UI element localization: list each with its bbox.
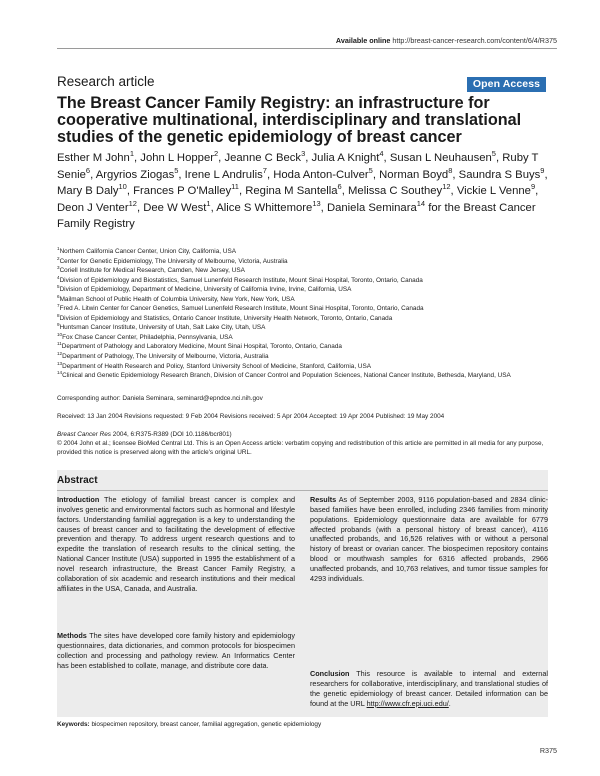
author-affiliation-number: 6 [85, 165, 91, 175]
affiliation-item [57, 304, 557, 314]
conclusion-text: This resource is available to internal and external researchers for collaborative, interdisciplinary, and translational studies of the genetic epidemiology of breast cancer. Detailed information can be found at the URL [310, 669, 548, 708]
affiliation-text: Center for Genetic Epidemiology, The University of Melbourne, Victoria, Australia [59, 257, 288, 265]
author-name: John L Hopper [140, 152, 214, 164]
article-title: The Breast Cancer Family Registry: an infrastructure for cooperative multinational, interdisciplinary and translational studies of the genetic epidemiology of breast cancer [57, 94, 522, 146]
citation-details: 2004, 6:R375-R389 (DOI 10.1186/bcr801) [111, 431, 232, 438]
abstract-rule [57, 490, 548, 491]
methods-label: Methods [57, 631, 87, 640]
author-name: Frances P O'Malley [133, 185, 232, 198]
copyright-notice: © 2004 John et al.; licensee BioMed Central Ltd. This is an Open Access article: verbatim copying and redistribution of this article are permitted in all media for any purpose, provided this notice is preserved along with the article's original URL. [57, 440, 544, 456]
author-name: Saundra S Buys [458, 168, 541, 181]
affiliation-text: Fox Chase Cancer Center, Philadelphia, Pennsylvania, USA [62, 333, 233, 341]
affiliation-number: 8 [57, 312, 60, 318]
abstract-introduction [57, 495, 295, 593]
methods-text: The sites have developed core family history and epidemiology questionnaires, data dictionaries, and common protocols for biospecimen collection and processing and pathology review. An Informatics Center has been established to collate, manage, and distribute core data. [57, 631, 295, 670]
author-affiliation-number: 7 [262, 165, 267, 175]
affiliation-number: 11 [57, 341, 62, 347]
project-url-link[interactable]: http://www.cfr.epi.uci.edu/ [366, 698, 449, 708]
author-name: Dee W West [143, 201, 207, 214]
introduction-text: The etiology of familial breast cancer is complex and involves genetic and environmental factors such as hormonal and lifestyle factors. Understanding familial aggregation is a key to understanding the causes of breast cancer and to facilitating the development of effective prevention and therapy. To address urgent research questions and to expedite the translation of research results to the clinical setting, the National Cancer Institute (USA) supported in 1995 the establishment of a novel research infrastructure, the Breast Cancer Family Registry, a collaboration of six academic and research institutions and their medical affiliates in the USA, Canada, and Australia. [57, 495, 295, 593]
keywords-label: Keywords: [57, 721, 90, 728]
affiliation-number: 9 [57, 322, 60, 328]
author-name: Norman Boyd [379, 168, 449, 181]
affiliation-number: 5 [57, 284, 60, 290]
author-list: Esther M John$^1$, John L Hopper$^2$, Jeanne C Beck$^3$, Julia A Knight$^4$, Susan L Neuhausen$^5$, Ruby T Senie$^6$, Argyrios Ziogas$^5$, Irene L Andrulis$^7$, Hoda Anton-Culver$^5$, Norman Boyd$^8$, Saundra S Buys$^9$, Mary B Daly$^{10}$, Frances P O'Malley$^{11}$, Regina M Santella$^6$, Melissa C Southey$^{12}$, Vickie L Venne$^9$, Deon J Venter$^{12}$, Dee W West$^1$, Alice S Whittemore$^{13}$, Daniela Seminara$^{14}$ for the Breast Cancer Family Registry [57, 149, 548, 231]
affiliation-item [57, 352, 557, 362]
journal-name: Breast Cancer Res [57, 431, 111, 438]
author-affiliation-number: 2 [214, 149, 219, 159]
affiliation-text: Clinical and Genetic Epidemiology Research Branch, Division of Cancer Control and Population Sciences, National Cancer Institute, Bethesda, Maryland, USA [62, 372, 511, 380]
affiliation-item [57, 285, 557, 295]
affiliation-number: 6 [57, 293, 60, 299]
affiliation-item [57, 342, 557, 352]
author-name: Regina M Santella [245, 185, 338, 198]
affiliation-number: 3 [57, 264, 60, 270]
conclusion-end: . [448, 698, 451, 708]
author-affiliation-number: 9 [530, 182, 536, 192]
citation-line [57, 430, 557, 439]
author-name: Argyrios Ziogas [95, 168, 175, 181]
page-number: R375 [539, 746, 557, 755]
affiliation-number: 12 [57, 350, 63, 356]
abstract-heading [57, 474, 548, 488]
author-affiliation-number: 6 [337, 182, 342, 192]
results-label: Results [310, 495, 337, 504]
author-name: Alice S Whittemore [216, 201, 313, 214]
author-name: Vickie L Venne [456, 185, 531, 198]
author-name: Deon J Venter [57, 201, 129, 214]
affiliation-item [57, 276, 557, 286]
available-online-label: Available online [335, 36, 391, 45]
affiliation-item [57, 257, 557, 267]
author-name: Irene L Andrulis [184, 168, 263, 181]
affiliation-text: Department of Pathology, The University of Melbourne, Victoria, Australia [62, 353, 269, 361]
affiliation-item [57, 333, 557, 343]
header-rule [57, 48, 557, 49]
author-name: Susan L Neuhausen [389, 152, 492, 164]
affiliation-item [57, 371, 557, 381]
results-text: As of September 2003, 9116 population-based and 2834 clinic-based families have been enrolled, including 2346 families from minority populations. Epidemiology questionnaire data are available for 6779 affected probands (with a personal history of breast cancer), 4116 unaffected probands, and 16,526 relatives with or without a personal history of breast or ovarian cancer. The biospecimen repository contains blood or mouthwash samples for 6316 affected probands, 2966 unaffected probands, and 10,763 relatives, and tumor tissue samples for 4293 individuals. [310, 495, 548, 583]
corresponding-author: Corresponding author: Daniela Seminara, seminard@epndce.nci.nih.gov [57, 395, 263, 402]
affiliation-text: Coriell Institute for Medical Research, Camden, New Jersey, USA [59, 267, 245, 275]
affiliation-item [57, 314, 557, 324]
abstract-heading-text: Abstract [57, 475, 98, 486]
author-name: Mary B Daly [57, 185, 119, 198]
author-affiliation-number: 9 [540, 165, 545, 175]
affiliation-text: Northern California Cancer Center, Union City, California, USA [59, 248, 236, 255]
author-affiliation-number: 13 [312, 199, 321, 209]
affiliation-text: Department of Pathology and Laboratory Medicine, Mount Sinai Hospital, Toronto, Ontario, Canada [61, 343, 342, 351]
available-online-line [336, 36, 557, 45]
affiliation-number: 4 [57, 274, 60, 280]
affiliation-text: Huntsman Cancer Institute, University of Utah, Salt Lake City, Utah, USA [59, 324, 266, 332]
author-name: Ruby T Senie [57, 152, 539, 181]
author-affiliation-number: 10 [118, 182, 127, 192]
affiliation-number: 7 [57, 303, 60, 309]
affiliation-text: Division of Epidemiology, Department of Medicine, University of California Irvine, Irvine, California, USA [59, 286, 352, 294]
keywords-text: biospecimen repository, breast cancer, familial aggregation, genetic epidemiology [91, 721, 322, 728]
author-affiliation-number: 5 [491, 149, 496, 159]
affiliation-number: 13 [57, 360, 63, 366]
dates-line: Received: 13 Jan 2004 Revisions requested: 9 Feb 2004 Revisions received: 5 Apr 2004 Accepted: 19 Apr 2004 Published: 19 May 2004 [57, 413, 445, 420]
affiliation-text: Division of Epidemiology and Statistics, Ontario Cancer Institute, University Health Network, Toronto, Ontario, Canada [59, 314, 393, 322]
author-name: Daniela Seminara [326, 201, 417, 214]
introduction-label: Introduction [57, 495, 100, 504]
article-url[interactable]: http://breast-cancer-research.com/content/6/4/R375 [392, 36, 557, 45]
author-affiliation-number: 12 [442, 182, 451, 192]
affiliation-text: Division of Epidemiology and Biostatistics, Samuel Lunenfeld Research Institute, Mount Sinai Hospital, Toronto, Ontario, Canada [59, 276, 423, 284]
author-name: Jeanne C Beck [224, 152, 302, 164]
affiliation-number: 1 [57, 245, 60, 251]
author-affiliation-number: 1 [206, 199, 211, 209]
authors-group-suffix: for the Breast Cancer Family Registry [57, 201, 536, 231]
author-affiliation-number: 8 [448, 165, 453, 175]
affiliation-item [57, 295, 557, 305]
author-name: Julia A Knight [311, 152, 380, 164]
abstract-methods [57, 631, 295, 670]
affiliation-text: Mailman School of Public Health of Columbia University, New York, New York, USA [59, 295, 295, 303]
conclusion-label: Conclusion [310, 669, 350, 678]
abstract-results [310, 495, 548, 584]
author-name: Hoda Anton-Culver [273, 168, 369, 181]
open-access-badge: Open Access [467, 77, 546, 92]
affiliation-number: 10 [57, 331, 63, 337]
affiliation-text: Department of Health Research and Policy, Stanford University School of Medicine, Stanford, California, USA [62, 362, 372, 370]
author-name: Esther M John [57, 152, 130, 164]
author-affiliation-number: 12 [128, 199, 137, 209]
affiliation-item [57, 323, 557, 333]
affiliation-item [57, 247, 557, 257]
abstract-conclusion [310, 669, 548, 708]
author-affiliation-number: 3 [301, 149, 306, 159]
keywords-line [57, 721, 548, 728]
author-affiliation-number: 14 [416, 199, 426, 209]
author-affiliation-number: 1 [129, 149, 135, 159]
author-affiliation-number: 4 [379, 149, 384, 159]
affiliation-item [57, 266, 557, 276]
author-affiliation-number: 5 [368, 165, 373, 175]
author-affiliation-number: 11 [231, 182, 239, 192]
affiliation-number: 14 [57, 369, 63, 375]
affiliations-list [57, 247, 557, 381]
affiliation-item [57, 362, 557, 372]
affiliation-text: Fred A. Litwin Center for Cancer Genetics, Samuel Lunenfeld Research Institute, Mount Sinai Hospital, Toronto, Ontario, Canada [59, 305, 424, 313]
article-type: Research article [57, 74, 155, 89]
affiliation-number: 2 [57, 255, 60, 261]
author-name: Melissa C Southey [348, 185, 443, 198]
author-affiliation-number: 5 [174, 165, 179, 175]
